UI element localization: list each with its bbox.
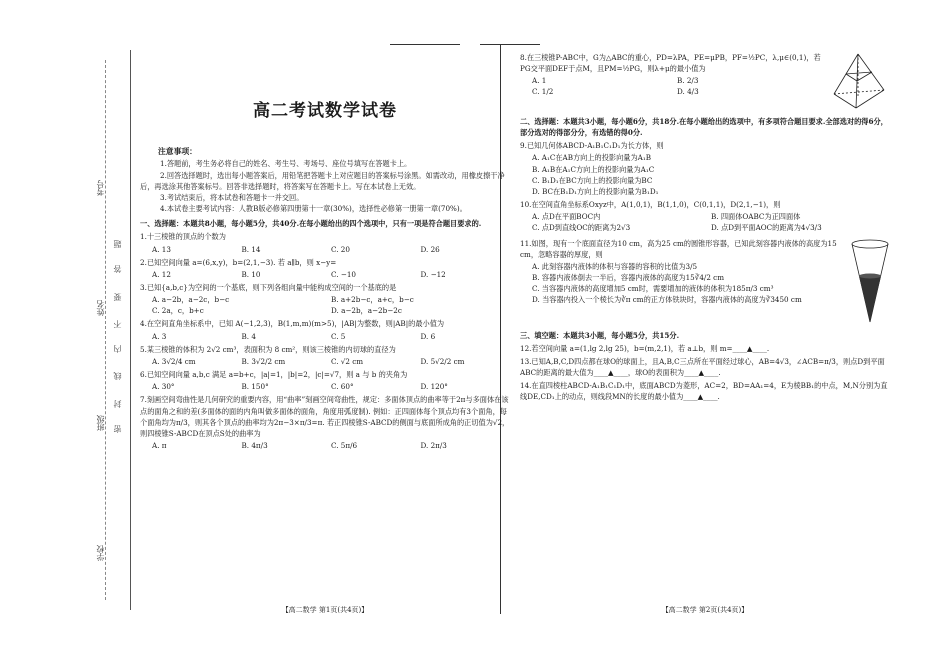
option: B. 4π/3 [241, 441, 268, 451]
option: A. 3 [152, 331, 167, 341]
question-1: 1.十三棱锥的顶点的个数为 [140, 232, 226, 242]
question-7: 7.刻画空间弯曲性是几何研究的重要内容，用“曲率”刻画空间弯曲性，规定：多面体顶点的曲率等于2π与多面体在该点的面角之和的差(多面体的面的内角叫做多面体的面角，角度用弧度制). 例如：正四面体每个顶点均有3个面角，每个面角均为π/3，则其各个顶点的曲率均为2π−3×π/3=π. 若正四棱锥S-ABCD的侧面与底面所成角的正切值为√2，则四棱锥S-ABCD在顶点S处的曲率为 [140, 395, 510, 438]
option: B. 4 [241, 331, 256, 341]
option: A. 此刻容器内液体的体积与容器的容积的比值为3/5 [532, 261, 698, 271]
option: B. a+2b−c，a+c，b−c [331, 295, 414, 305]
option: C. √2 cm [331, 356, 364, 366]
notice-item: 1.答题前，考生务必将自己的姓名、考生号、考场号、座位号填写在答题卡上。 [160, 159, 412, 169]
seal-mark: 密 [113, 425, 122, 433]
seal-line [105, 60, 106, 600]
option: A. 点D在平面BOC内 [532, 212, 601, 222]
section-3-heading: 三、填空题：本题共3小题，每小题5分，共15分. [520, 330, 680, 340]
option: A. 1 [532, 76, 547, 86]
option: C. 2a，c，b+c [152, 306, 204, 316]
question-12: 12.若空间向量 a=(1,lg 2,lg 25)，b=(m,2,1)，若 a⊥b，则 m=____▲____. [520, 343, 770, 353]
option: D. a−2b，a−2b−2c [331, 306, 402, 316]
option: D. BC在B₁D₁方向上的投影向量为B₁D₁ [532, 186, 659, 196]
option: D. 5√2/2 cm [420, 356, 465, 366]
option: A. π [152, 441, 167, 451]
option: C. 当容器内液体的高度增加5 cm时，需要增加的液体的体积为185π/3 cm³ [532, 284, 774, 294]
option: A. 13 [152, 244, 171, 254]
top-rule [480, 44, 540, 45]
page-footer: 【高二数学 第1页(共4页)】 [281, 606, 369, 615]
question-4: 4.在空间直角坐标系中，已知 A(−1,2,3)，B(1,m,m)(m>5)，|AB|为整数，则|AB|的最小值为 [140, 319, 445, 329]
option: B. 150° [241, 382, 269, 392]
exam-no-label: 考号 [96, 180, 105, 196]
option: C. 1/2 [532, 87, 554, 97]
options-6 [140, 381, 510, 392]
name-label: 姓名 [96, 300, 105, 316]
question-9: 9.已知几何体ABCD-A₁B₁C₁D₁为长方体，则 [520, 141, 664, 151]
seal-mark: 不 [113, 320, 122, 328]
option: B. 容器内液体倒去一半后，容器内液体的高度为15∛4/2 cm [532, 273, 725, 283]
class-label: 班级 [96, 415, 105, 431]
option: A. 30° [152, 382, 175, 392]
option: C. −10 [331, 269, 356, 279]
option: C. 60° [331, 382, 354, 392]
top-rule [390, 44, 460, 45]
question-5: 5.某三棱锥的体积为 2√2 cm³，表面积为 8 cm²，则该三棱锥的内切球的直径为 [140, 344, 396, 354]
question-14: 14.在直四棱柱ABCD-A₁B₁C₁D₁中，底面ABCD为菱形，AC=2，BD=AA₁=4，E为棱BB₁的中点，M,N分别为直线DE,CD₁上的动点，则线段MN的长度的最小值为____▲____. [520, 381, 888, 402]
options-7 [140, 440, 510, 451]
options-9 [520, 152, 890, 197]
notice-item: 4.本试卷主要考试内容：人教B版必修第四册第十一章(30%)，选择性必修第一册第一章(70%)。 [160, 204, 467, 214]
cone-container-figure [850, 236, 890, 326]
section-1-heading: 一、选择题：本题共8小题，每小题5分，共40分.在每小题给出的四个选项中，只有一项是符合题目要求的. [140, 219, 482, 229]
options-4 [140, 331, 510, 342]
section-2-heading: 二、选择题：本题共3小题，每小题6分，共18分.在每小题给出的选项中，有多项符合题目要求.全部选对的得6分，部分选对的得部分分，有选错的得0分. [520, 117, 888, 138]
question-11: 11.如图，现有一个底面直径为10 cm，高为25 cm的圆锥形容器，已知此刻容器内液体的高度为15 cm，忽略容器的厚度，则 [520, 238, 837, 259]
option: C. 5 [331, 331, 346, 341]
option: B. 2/3 [677, 76, 699, 86]
question-8: 8.在三棱锥P-ABC中，G为△ABC的重心，PD=λPA，PE=μPB，PF=½PC，λ,μ∈(0,1)，若PG交平面DEF于点M，且PM=½PG，则λ+μ的最小值为 [520, 53, 821, 74]
option: B. A₁B在A₁C方向上的投影向量为A₁C [532, 164, 655, 174]
page-footer: 【高二数学 第2页(共4页)】 [661, 606, 749, 615]
page-2 [520, 50, 890, 615]
option: D. −12 [420, 269, 446, 279]
option: D. 点D到平面AOC的距离为4√3/3 [711, 223, 822, 233]
q11-block [520, 236, 890, 326]
option: D. 2π/3 [420, 441, 447, 451]
option: D. 当容器内投入一个棱长为∛π cm的正方体铁块时，容器内液体的高度为∛3450 cm [532, 295, 802, 305]
options-2 [140, 269, 510, 280]
option: B. 四面体OABC为正四面体 [711, 212, 801, 222]
option: D. 6 [420, 331, 436, 341]
option: B. 14 [241, 244, 261, 254]
options-11 [520, 261, 844, 306]
option: A. 12 [152, 269, 171, 279]
option: C. B₁D₁在BC方向上的投影向量为BC [532, 175, 653, 185]
notice-heading: 注意事项： [158, 147, 197, 157]
question-13: 13.已知A,B,C,D四点都在球O的球面上，且A,B,C三点所在平面经过球心，AB=4√3，∠ACB=π/3，则点D到平面ABC的距离的最大值为____▲____，球O的表面积为____▲____. [520, 356, 885, 378]
options-8 [520, 75, 822, 97]
question-2: 2.已知空间向量 a=(6,x,y)，b=(2,1,−3). 若 a∥b，则 x−y= [140, 257, 337, 267]
seal-mark: 要 [113, 293, 122, 301]
question-3: 3.已知{a,b,c}为空间的一个基底，则下列各组向量中能构成空间的一个基底的是 [140, 282, 397, 292]
options-1 [140, 244, 510, 255]
option: A. a−2b，a−2c，b−c [152, 295, 230, 305]
seal-mark: 封 [113, 400, 122, 408]
question-10: 10.在空间直角坐标系Oxyz中，A(1,0,1)，B(1,1,0)，C(0,1,1)，D(2,1,−1)，则 [520, 200, 781, 210]
q8-block [520, 50, 890, 112]
seal-mark: 答 [113, 265, 122, 273]
option: C. 5π/6 [331, 441, 358, 451]
options-3 [140, 294, 510, 316]
option: D. 120° [420, 382, 448, 392]
option: D. 26 [420, 244, 440, 254]
seal-mark: 线 [113, 372, 122, 380]
notice-item: 2.回答选择题时，选出每小题答案后，用铅笔把答题卡上对应题目的答案标号涂黑。如需改动，用橡皮擦干净后，再选涂其他答案标号。回答非选择题时，将答案写在答题卡上。写在本试卷上无效。 [140, 170, 505, 191]
question-6: 6.已知空间向量 a,b,c 满足 a=b+c，|a|=1，|b|=2，|c|=√7，则 a 与 b 的夹角为 [140, 370, 408, 380]
options-5 [140, 356, 510, 367]
seal-mark: 内 [113, 345, 122, 353]
school-label: 学校 [96, 545, 105, 561]
option: D. 4/3 [677, 87, 699, 97]
exam-title: 高二考试数学试卷 [253, 101, 397, 121]
option: B. 10 [241, 269, 261, 279]
option: A. 3√2/4 cm [152, 356, 196, 366]
notice-item: 3.考试结束后，将本试卷和答题卡一并交回。 [160, 192, 304, 202]
tetrahedron-figure [828, 50, 890, 112]
seal-mark: 题 [113, 240, 122, 248]
option: C. 20 [331, 244, 350, 254]
options-10 [520, 211, 890, 233]
page-1 [140, 50, 510, 615]
option: A. A₁C在AB方向上的投影向量为A₁B [532, 153, 652, 163]
binding-margin [60, 50, 131, 610]
option: C. 点D到直线OC的距离为2√3 [532, 223, 631, 233]
option: B. 3√2/2 cm [241, 356, 286, 366]
